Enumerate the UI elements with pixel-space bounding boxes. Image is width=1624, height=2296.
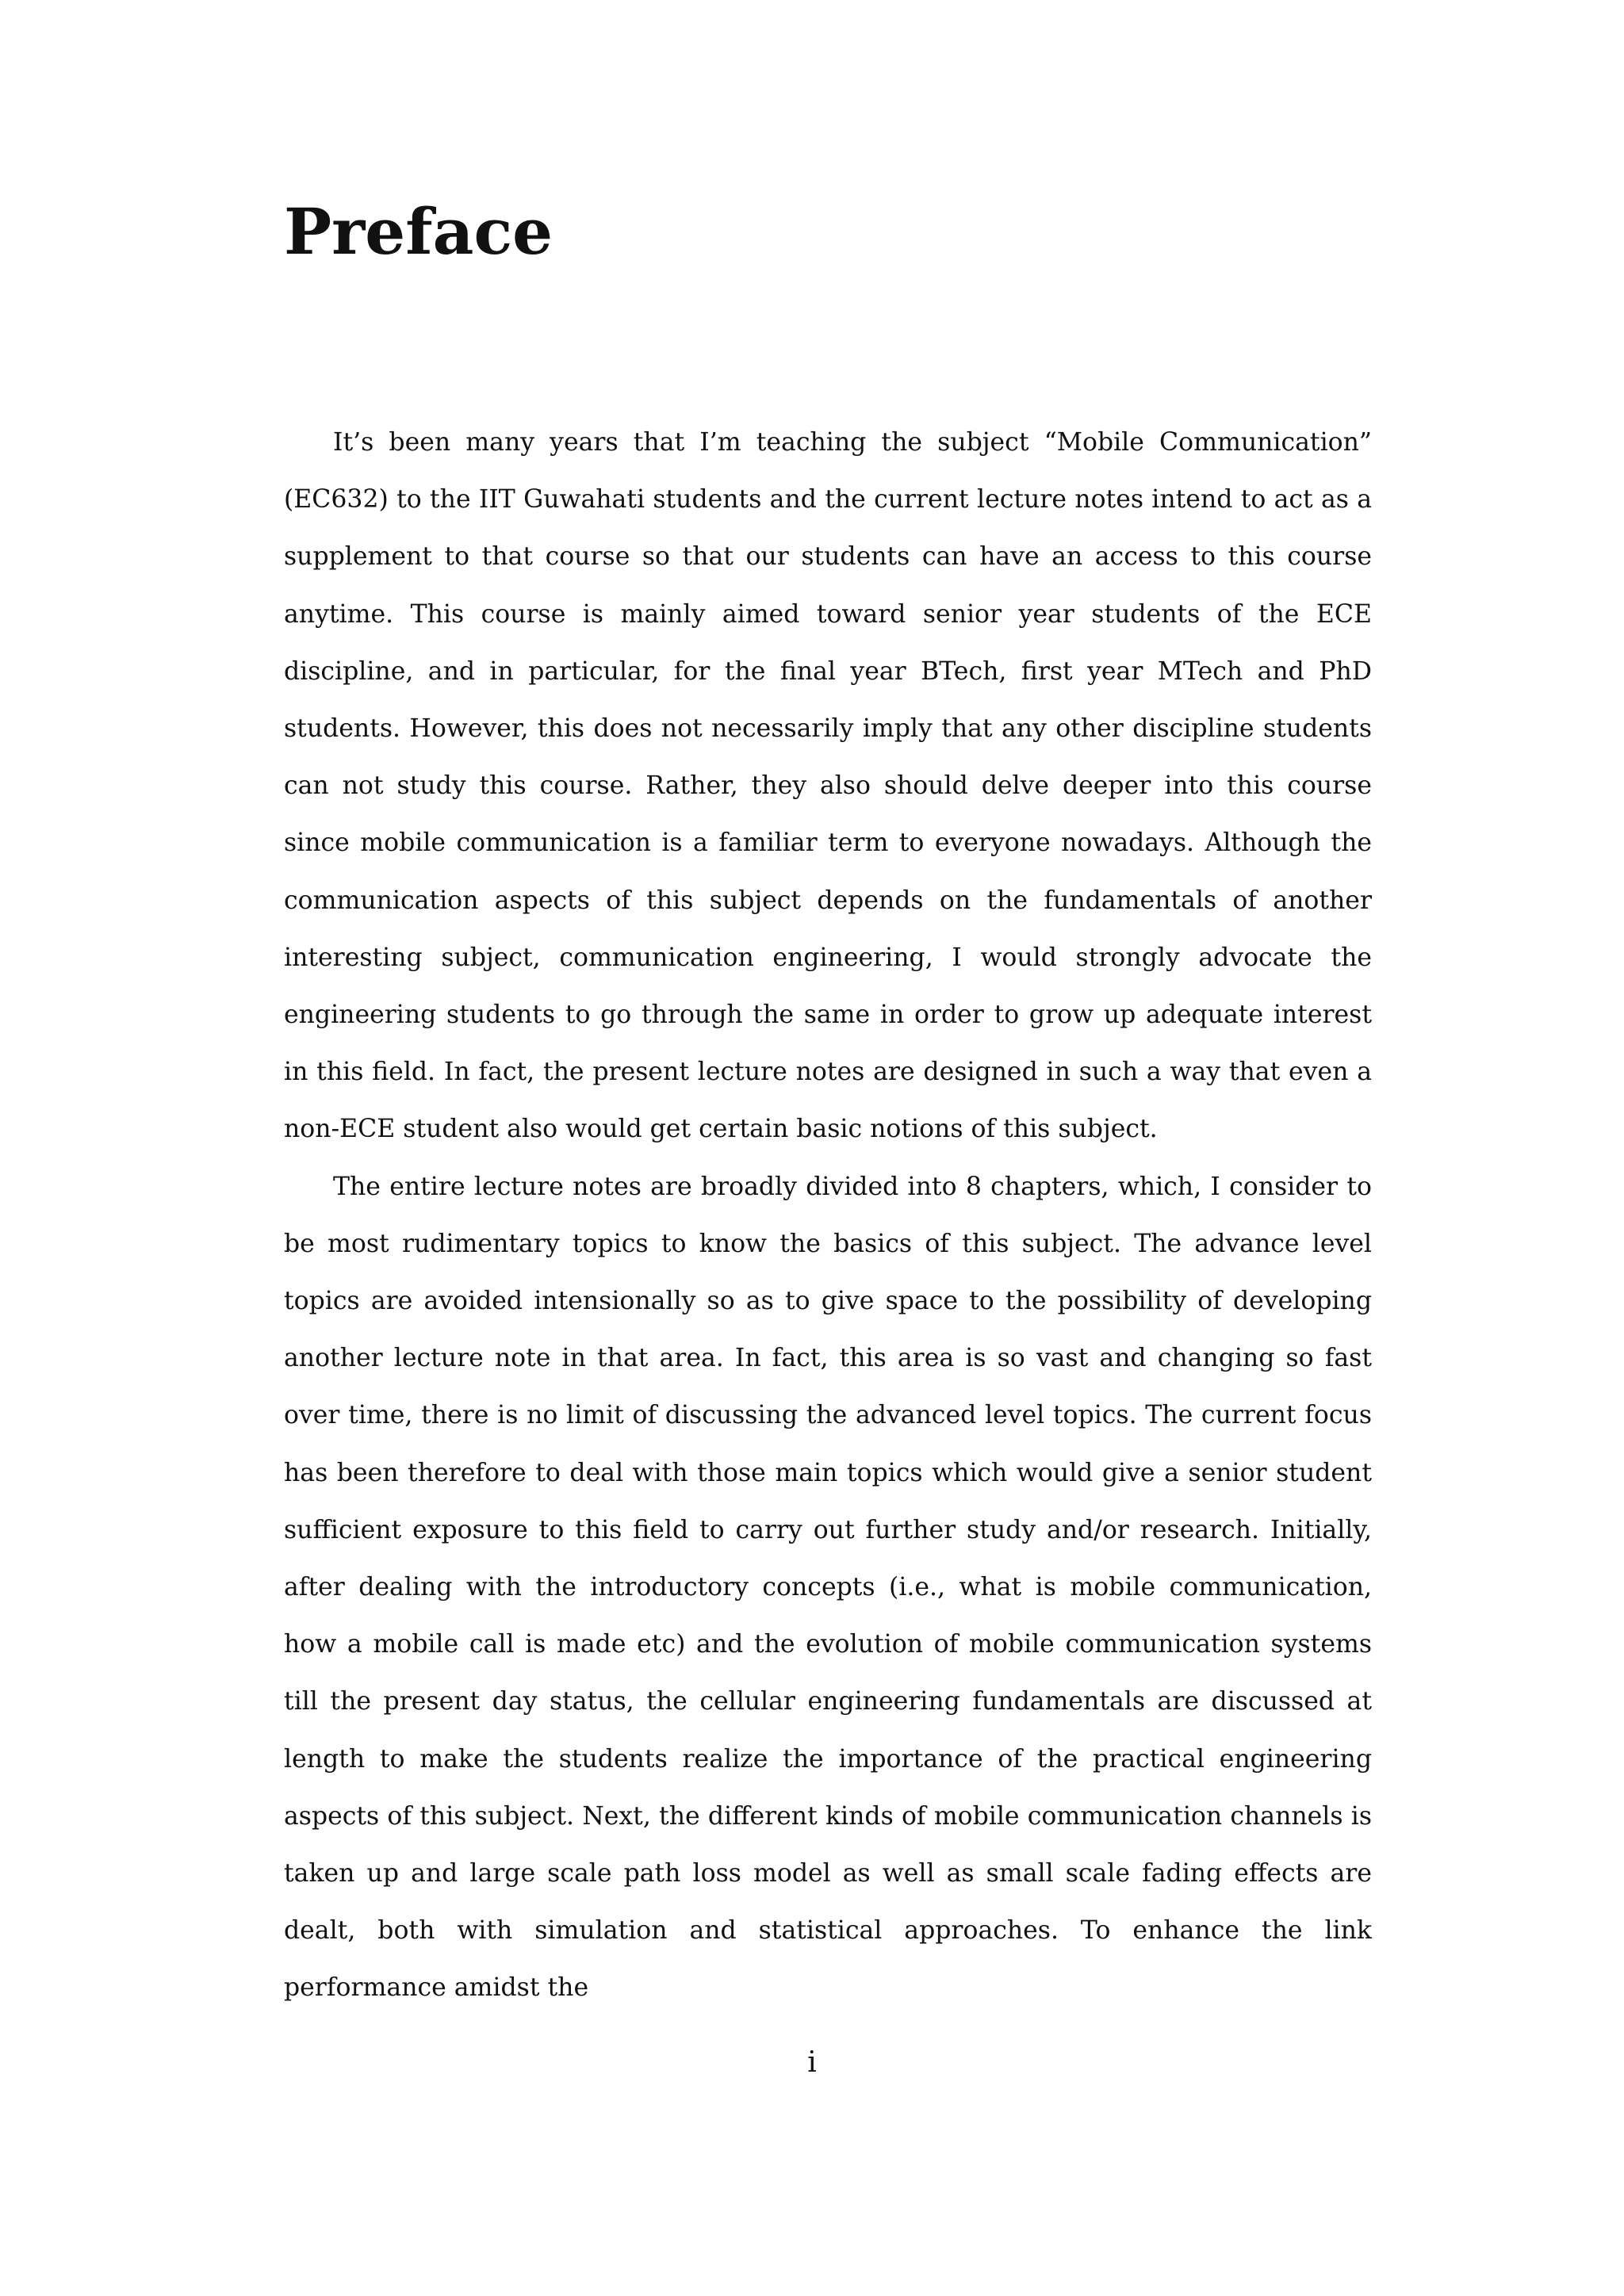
preface-body (284, 414, 1372, 2017)
page-number: i (807, 2046, 817, 2079)
paragraph-1: It’s been many years that I’m teaching the subject “Mobile Communication” (EC632) to the IIT Guwahati students and the current lecture notes intend to act as a supplement to that course so that our students can have an access to this course anytime. This course is mainly aimed toward senior year students of the ECE discipline, and in particular, for the final year BTech, first year MTech and PhD students. However, this does not necessarily imply that any other discipline students can not study this course. Rather, they also should delve deeper into this course since mobile communication is a familiar term to everyone nowadays. Although the communication aspects of this subject depends on the fundamentals of another interesting subject, communication engineering, I would strongly advocate the engineering students to go through the same in order to grow up adequate interest in this field. In fact, the present lecture notes are designed in such a way that even a non-ECE student also would get certain basic notions of this subject. (284, 428, 1372, 1144)
page-title: Preface (284, 194, 553, 269)
paragraph-2: The entire lecture notes are broadly divided into 8 chapters, which, I consider to be most rudimentary topics to know the basics of this subject. The advance level topics are avoided intensionally so as to give space to the possibility of developing another lecture note in that area. In fact, this area is so vast and changing so fast over time, there is no limit of discussing the advanced level topics. The current focus has been therefore to deal with those main topics which would give a senior student sufficient exposure to this field to carry out further study and/or research. Initially, after dealing with the introductory concepts (i.e., what is mobile communication, how a mobile call is made etc) and the evolution of mobile communication systems till the present day status, the cellular engineering fundamentals are discussed at length to make the students realize the importance of the practical engineering aspects of this subject. Next, the different kinds of mobile communication channels is taken up and large scale path loss model as well as small scale fading effects are dealt, both with simulation and statistical approaches. To enhance the link performance amidst the (284, 1172, 1372, 2003)
